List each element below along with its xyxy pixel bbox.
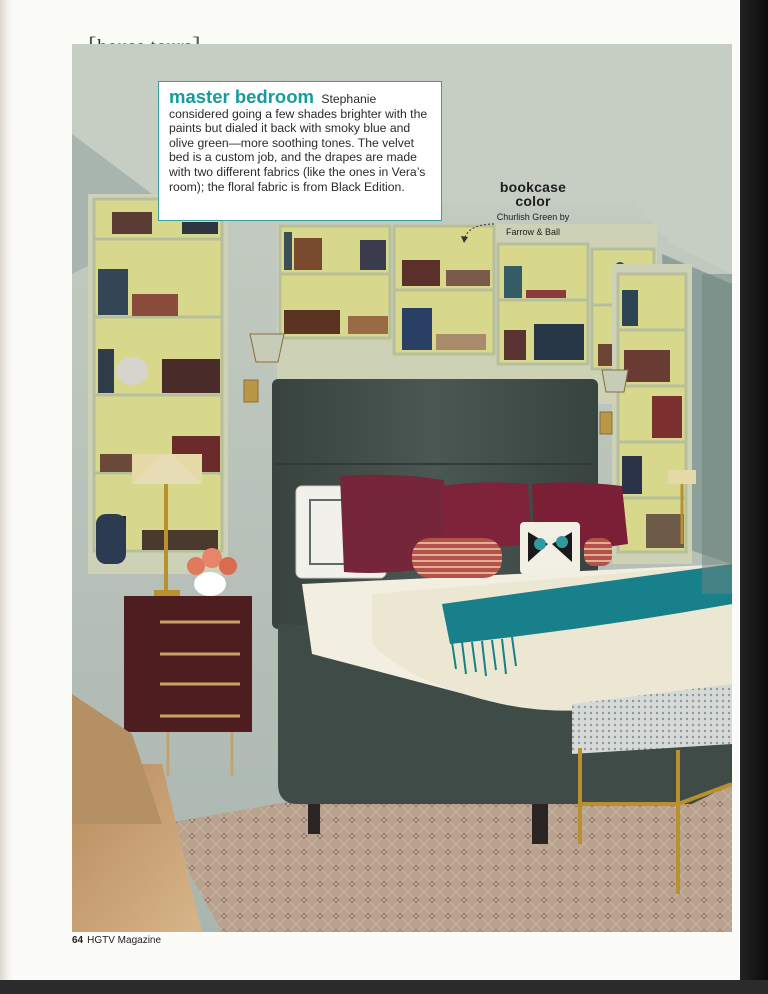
page-number: 64	[72, 935, 84, 946]
page-folio	[72, 935, 161, 946]
publication-name: HGTV Magazine	[87, 935, 162, 946]
scan-bottom-edge	[0, 980, 768, 994]
page-shadow	[740, 0, 768, 994]
callout-pointer-icon	[458, 216, 498, 246]
callout-detail-line-1: Churlish Green by	[496, 212, 570, 222]
caption-body: Stephanie considered going a few shades brighter with the paints but dialed it back with smoky blue and olive green—more soothing tones. The velvet bed is a custom job, and the drapes are made with two different fabrics (like the ones in Vera’s room); the floral fabric is from Black Edition.	[169, 92, 428, 194]
callout-title-line-1: bookcase	[499, 179, 567, 195]
callout-title-line-2: color	[515, 193, 551, 209]
caption-box	[158, 81, 442, 221]
caption-title: master bedroom	[169, 86, 314, 107]
page-binding-edge	[0, 0, 14, 994]
callout-detail-line-2: Farrow & Ball	[505, 227, 560, 237]
